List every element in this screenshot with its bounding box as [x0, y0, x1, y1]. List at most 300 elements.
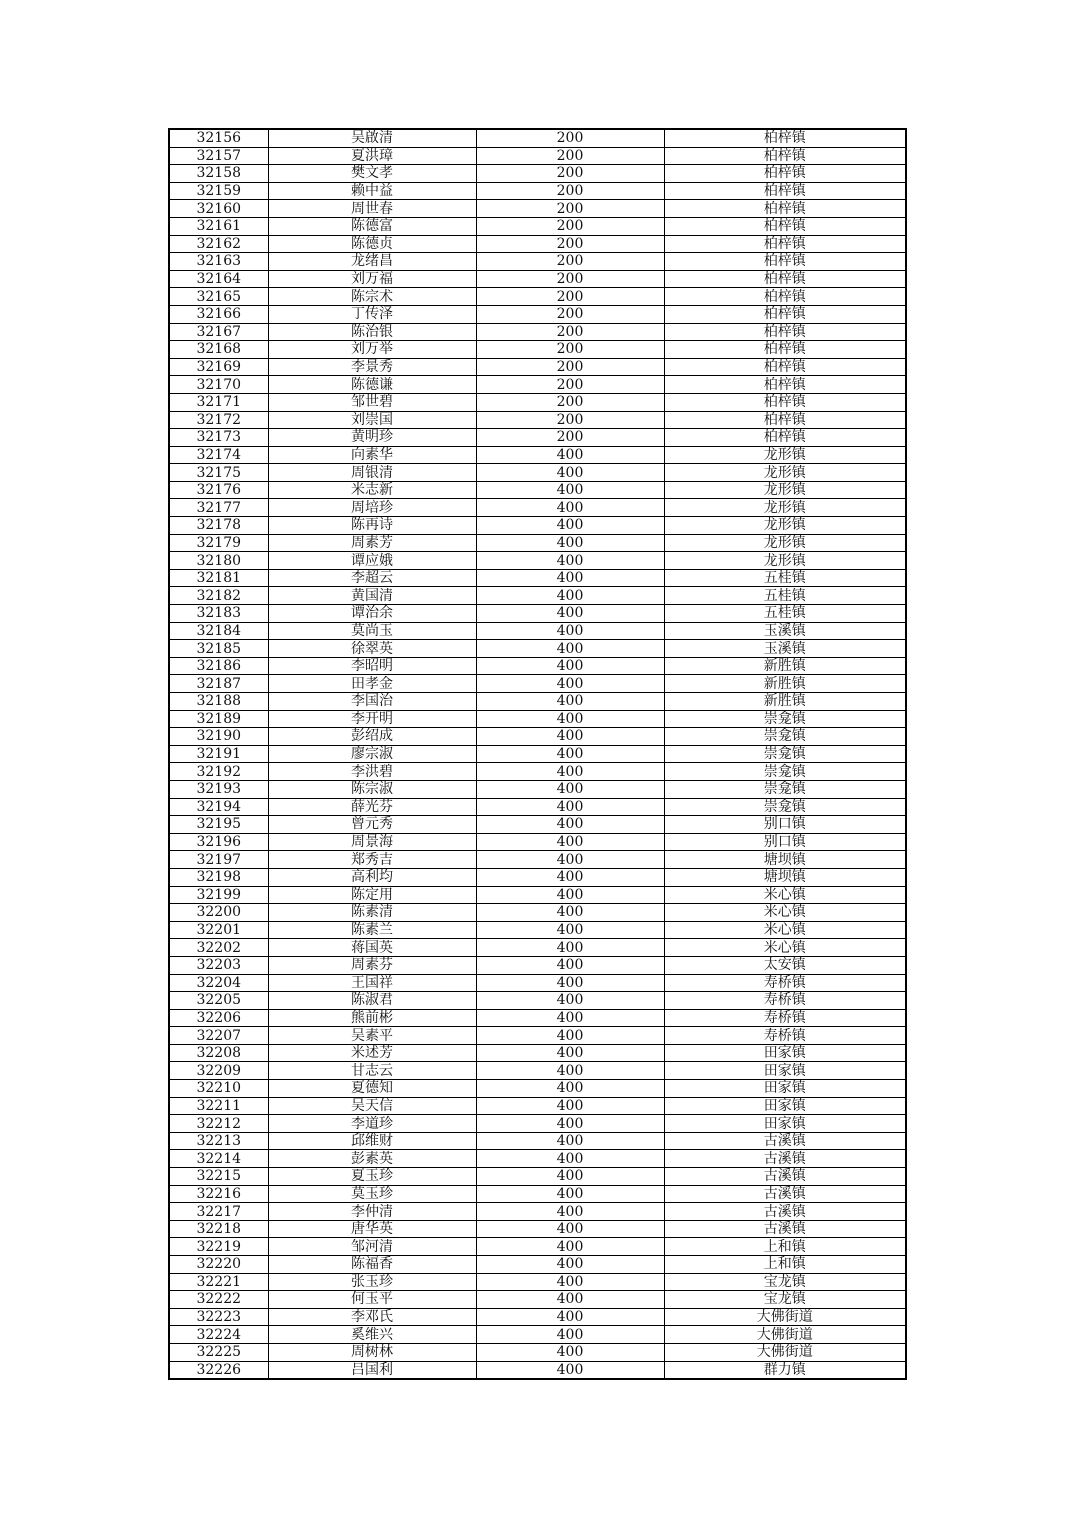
amount-cell: 400 [476, 851, 664, 869]
table-row [169, 1150, 906, 1168]
amount-cell: 200 [476, 147, 664, 165]
town-cell: 五桂镇 [664, 587, 906, 605]
name-cell: 莫玉珍 [268, 1185, 476, 1203]
record-number-cell: 32162 [169, 235, 268, 253]
town-cell: 米心镇 [664, 886, 906, 904]
name-cell: 吕国利 [268, 1361, 476, 1379]
record-number-cell: 32174 [169, 446, 268, 464]
name-cell: 王国祥 [268, 974, 476, 992]
amount-cell: 200 [476, 270, 664, 288]
record-number-cell: 32167 [169, 323, 268, 341]
record-number-cell: 32177 [169, 499, 268, 517]
table-row [169, 640, 906, 658]
name-cell: 夏玉珍 [268, 1168, 476, 1186]
town-cell: 柏梓镇 [664, 182, 906, 200]
record-number-cell: 32185 [169, 640, 268, 658]
record-number-cell: 32178 [169, 517, 268, 535]
record-number-cell: 32208 [169, 1044, 268, 1062]
name-cell: 陈定用 [268, 886, 476, 904]
town-cell: 寿桥镇 [664, 1027, 906, 1045]
amount-cell: 400 [476, 446, 664, 464]
record-number-cell: 32195 [169, 816, 268, 834]
town-cell: 崇龛镇 [664, 763, 906, 781]
record-number-cell: 32163 [169, 253, 268, 271]
name-cell: 周树林 [268, 1343, 476, 1361]
amount-cell: 400 [476, 1273, 664, 1291]
amount-cell: 400 [476, 974, 664, 992]
amount-cell: 400 [476, 1185, 664, 1203]
town-cell: 柏梓镇 [664, 200, 906, 218]
name-cell: 奚维兴 [268, 1326, 476, 1344]
town-cell: 寿桥镇 [664, 1009, 906, 1027]
name-cell: 郑秀吉 [268, 851, 476, 869]
table-row [169, 1009, 906, 1027]
amount-cell: 400 [476, 1308, 664, 1326]
town-cell: 寿桥镇 [664, 974, 906, 992]
name-cell: 李道珍 [268, 1115, 476, 1133]
town-cell: 柏梓镇 [664, 270, 906, 288]
name-cell: 莫尚玉 [268, 622, 476, 640]
name-cell: 向素华 [268, 446, 476, 464]
name-cell: 李昭明 [268, 657, 476, 675]
town-cell: 柏梓镇 [664, 323, 906, 341]
record-number-cell: 32209 [169, 1062, 268, 1080]
amount-cell: 400 [476, 939, 664, 957]
table-row [169, 851, 906, 869]
name-cell: 周素芳 [268, 534, 476, 552]
table-row [169, 517, 906, 535]
amount-cell: 400 [476, 710, 664, 728]
record-number-cell: 32191 [169, 745, 268, 763]
record-number-cell: 32212 [169, 1115, 268, 1133]
table-row [169, 217, 906, 235]
table-row [169, 235, 906, 253]
name-cell: 李仲清 [268, 1203, 476, 1221]
amount-cell: 400 [476, 868, 664, 886]
record-number-cell: 32210 [169, 1080, 268, 1098]
record-number-cell: 32183 [169, 605, 268, 623]
amount-cell: 200 [476, 235, 664, 253]
name-cell: 甘志云 [268, 1062, 476, 1080]
table-row [169, 1326, 906, 1344]
amount-cell: 200 [476, 429, 664, 447]
town-cell: 米心镇 [664, 939, 906, 957]
town-cell: 崇龛镇 [664, 710, 906, 728]
record-number-cell: 32159 [169, 182, 268, 200]
table-row [169, 622, 906, 640]
record-number-cell: 32192 [169, 763, 268, 781]
name-cell: 曾元秀 [268, 816, 476, 834]
name-cell: 彭素英 [268, 1150, 476, 1168]
town-cell: 五桂镇 [664, 569, 906, 587]
town-cell: 玉溪镇 [664, 622, 906, 640]
name-cell: 周银清 [268, 464, 476, 482]
town-cell: 群力镇 [664, 1361, 906, 1379]
amount-cell: 400 [476, 605, 664, 623]
town-cell: 塘坝镇 [664, 868, 906, 886]
record-number-cell: 32158 [169, 165, 268, 183]
record-number-cell: 32186 [169, 657, 268, 675]
town-cell: 柏梓镇 [664, 358, 906, 376]
town-cell: 田家镇 [664, 1044, 906, 1062]
record-number-cell: 32200 [169, 904, 268, 922]
amount-cell: 400 [476, 1220, 664, 1238]
amount-cell: 400 [476, 534, 664, 552]
table-row [169, 657, 906, 675]
town-cell: 崇龛镇 [664, 745, 906, 763]
town-cell: 新胜镇 [664, 675, 906, 693]
town-cell: 龙形镇 [664, 446, 906, 464]
record-number-cell: 32222 [169, 1291, 268, 1309]
amount-cell: 400 [476, 780, 664, 798]
amount-cell: 200 [476, 217, 664, 235]
name-cell: 夏洪璋 [268, 147, 476, 165]
name-cell: 李洪碧 [268, 763, 476, 781]
name-cell: 陈宗淑 [268, 780, 476, 798]
table-row [169, 868, 906, 886]
town-cell: 柏梓镇 [664, 129, 906, 147]
table-row [169, 446, 906, 464]
name-cell: 陈德富 [268, 217, 476, 235]
amount-cell: 400 [476, 1097, 664, 1115]
town-cell: 寿桥镇 [664, 992, 906, 1010]
table-row [169, 745, 906, 763]
record-number-cell: 32188 [169, 693, 268, 711]
table-row [169, 429, 906, 447]
name-cell: 周培珍 [268, 499, 476, 517]
record-number-cell: 32194 [169, 798, 268, 816]
amount-cell: 400 [476, 1115, 664, 1133]
record-number-cell: 32175 [169, 464, 268, 482]
table-row [169, 341, 906, 359]
table-row [169, 534, 906, 552]
town-cell: 柏梓镇 [664, 253, 906, 271]
record-number-cell: 32211 [169, 1097, 268, 1115]
table-row [169, 921, 906, 939]
amount-cell: 400 [476, 1009, 664, 1027]
name-cell: 丁传泽 [268, 305, 476, 323]
town-cell: 柏梓镇 [664, 376, 906, 394]
table-row [169, 1062, 906, 1080]
name-cell: 陈素兰 [268, 921, 476, 939]
amount-cell: 400 [476, 1132, 664, 1150]
table-row [169, 1343, 906, 1361]
table-row [169, 710, 906, 728]
table-row [169, 1168, 906, 1186]
name-cell: 吴素平 [268, 1027, 476, 1045]
table-row [169, 499, 906, 517]
table-row [169, 1044, 906, 1062]
record-number-cell: 32180 [169, 552, 268, 570]
amount-cell: 200 [476, 200, 664, 218]
table-row [169, 693, 906, 711]
town-cell: 崇龛镇 [664, 780, 906, 798]
amount-cell: 400 [476, 1256, 664, 1274]
table-row [169, 675, 906, 693]
town-cell: 田家镇 [664, 1062, 906, 1080]
table-row [169, 1097, 906, 1115]
name-cell: 陈治银 [268, 323, 476, 341]
record-number-cell: 32187 [169, 675, 268, 693]
name-cell: 黄明珍 [268, 429, 476, 447]
name-cell: 李超云 [268, 569, 476, 587]
record-number-cell: 32216 [169, 1185, 268, 1203]
table-row [169, 605, 906, 623]
table-row [169, 569, 906, 587]
record-number-cell: 32223 [169, 1308, 268, 1326]
table-row [169, 1361, 906, 1379]
name-cell: 张玉珍 [268, 1273, 476, 1291]
name-cell: 蒋国英 [268, 939, 476, 957]
town-cell: 上和镇 [664, 1256, 906, 1274]
amount-cell: 200 [476, 165, 664, 183]
name-cell: 夏德知 [268, 1080, 476, 1098]
table-row [169, 956, 906, 974]
amount-cell: 400 [476, 587, 664, 605]
amount-cell: 400 [476, 640, 664, 658]
town-cell: 新胜镇 [664, 657, 906, 675]
town-cell: 柏梓镇 [664, 411, 906, 429]
amount-cell: 200 [476, 182, 664, 200]
name-cell: 陈再诗 [268, 517, 476, 535]
table-row [169, 200, 906, 218]
town-cell: 柏梓镇 [664, 235, 906, 253]
table-row [169, 165, 906, 183]
record-number-cell: 32205 [169, 992, 268, 1010]
records-table [168, 128, 907, 1380]
town-cell: 龙形镇 [664, 499, 906, 517]
town-cell: 柏梓镇 [664, 393, 906, 411]
name-cell: 刘崇国 [268, 411, 476, 429]
amount-cell: 200 [476, 341, 664, 359]
record-number-cell: 32198 [169, 868, 268, 886]
record-number-cell: 32176 [169, 481, 268, 499]
town-cell: 龙形镇 [664, 517, 906, 535]
table-row [169, 974, 906, 992]
record-number-cell: 32193 [169, 780, 268, 798]
record-number-cell: 32203 [169, 956, 268, 974]
record-number-cell: 32196 [169, 833, 268, 851]
amount-cell: 400 [476, 763, 664, 781]
name-cell: 吴天信 [268, 1097, 476, 1115]
record-number-cell: 32217 [169, 1203, 268, 1221]
town-cell: 玉溪镇 [664, 640, 906, 658]
table-row [169, 1256, 906, 1274]
table-row [169, 323, 906, 341]
town-cell: 古溪镇 [664, 1203, 906, 1221]
table-row [169, 481, 906, 499]
amount-cell: 400 [476, 992, 664, 1010]
town-cell: 龙形镇 [664, 534, 906, 552]
town-cell: 龙形镇 [664, 552, 906, 570]
table-row [169, 129, 906, 147]
amount-cell: 200 [476, 253, 664, 271]
table-row [169, 992, 906, 1010]
table-row [169, 552, 906, 570]
amount-cell: 400 [476, 499, 664, 517]
town-cell: 柏梓镇 [664, 429, 906, 447]
name-cell: 刘万福 [268, 270, 476, 288]
name-cell: 何玉平 [268, 1291, 476, 1309]
town-cell: 古溪镇 [664, 1220, 906, 1238]
record-number-cell: 32184 [169, 622, 268, 640]
town-cell: 大佛街道 [664, 1308, 906, 1326]
name-cell: 陈福香 [268, 1256, 476, 1274]
table-row [169, 393, 906, 411]
amount-cell: 400 [476, 675, 664, 693]
records-table-body [169, 129, 906, 1379]
record-number-cell: 32189 [169, 710, 268, 728]
amount-cell: 400 [476, 1203, 664, 1221]
table-row [169, 1220, 906, 1238]
name-cell: 周景海 [268, 833, 476, 851]
name-cell: 周素芬 [268, 956, 476, 974]
table-row [169, 587, 906, 605]
record-number-cell: 32197 [169, 851, 268, 869]
table-row [169, 798, 906, 816]
table-row [169, 816, 906, 834]
town-cell: 古溪镇 [664, 1185, 906, 1203]
amount-cell: 200 [476, 129, 664, 147]
town-cell: 田家镇 [664, 1080, 906, 1098]
town-cell: 田家镇 [664, 1115, 906, 1133]
table-row [169, 464, 906, 482]
table-row [169, 270, 906, 288]
table-row [169, 1273, 906, 1291]
record-number-cell: 32218 [169, 1220, 268, 1238]
name-cell: 薛光芬 [268, 798, 476, 816]
table-row [169, 253, 906, 271]
table-row [169, 763, 906, 781]
record-number-cell: 32224 [169, 1326, 268, 1344]
town-cell: 龙形镇 [664, 464, 906, 482]
amount-cell: 400 [476, 1168, 664, 1186]
record-number-cell: 32161 [169, 217, 268, 235]
amount-cell: 400 [476, 745, 664, 763]
town-cell: 龙形镇 [664, 481, 906, 499]
name-cell: 米志新 [268, 481, 476, 499]
table-row [169, 1185, 906, 1203]
record-number-cell: 32171 [169, 393, 268, 411]
table-row [169, 833, 906, 851]
amount-cell: 400 [476, 657, 664, 675]
name-cell: 李开明 [268, 710, 476, 728]
amount-cell: 400 [476, 728, 664, 746]
amount-cell: 400 [476, 464, 664, 482]
amount-cell: 400 [476, 1291, 664, 1309]
amount-cell: 400 [476, 1080, 664, 1098]
amount-cell: 400 [476, 1361, 664, 1379]
amount-cell: 200 [476, 358, 664, 376]
record-number-cell: 32214 [169, 1150, 268, 1168]
name-cell: 米述芳 [268, 1044, 476, 1062]
amount-cell: 400 [476, 886, 664, 904]
table-row [169, 147, 906, 165]
record-number-cell: 32182 [169, 587, 268, 605]
table-row [169, 376, 906, 394]
name-cell: 赖中益 [268, 182, 476, 200]
table-row [169, 1080, 906, 1098]
table-row [169, 939, 906, 957]
record-number-cell: 32179 [169, 534, 268, 552]
record-number-cell: 32226 [169, 1361, 268, 1379]
amount-cell: 400 [476, 1027, 664, 1045]
amount-cell: 400 [476, 1238, 664, 1256]
name-cell: 邱维财 [268, 1132, 476, 1150]
record-number-cell: 32190 [169, 728, 268, 746]
amount-cell: 400 [476, 1044, 664, 1062]
name-cell: 陈宗术 [268, 288, 476, 306]
table-row [169, 1203, 906, 1221]
record-number-cell: 32168 [169, 341, 268, 359]
record-number-cell: 32207 [169, 1027, 268, 1045]
record-number-cell: 32181 [169, 569, 268, 587]
record-number-cell: 32215 [169, 1168, 268, 1186]
town-cell: 田家镇 [664, 1097, 906, 1115]
amount-cell: 200 [476, 305, 664, 323]
town-cell: 柏梓镇 [664, 147, 906, 165]
town-cell: 崇龛镇 [664, 728, 906, 746]
table-row [169, 1308, 906, 1326]
record-number-cell: 32204 [169, 974, 268, 992]
record-number-cell: 32169 [169, 358, 268, 376]
town-cell: 大佛街道 [664, 1326, 906, 1344]
record-number-cell: 32225 [169, 1343, 268, 1361]
amount-cell: 400 [476, 552, 664, 570]
record-number-cell: 32157 [169, 147, 268, 165]
town-cell: 古溪镇 [664, 1132, 906, 1150]
record-number-cell: 32199 [169, 886, 268, 904]
town-cell: 五桂镇 [664, 605, 906, 623]
name-cell: 吴啟清 [268, 129, 476, 147]
name-cell: 邹世碧 [268, 393, 476, 411]
record-number-cell: 32173 [169, 429, 268, 447]
record-number-cell: 32160 [169, 200, 268, 218]
name-cell: 陈德谦 [268, 376, 476, 394]
name-cell: 谭应娥 [268, 552, 476, 570]
town-cell: 太安镇 [664, 956, 906, 974]
amount-cell: 400 [476, 798, 664, 816]
amount-cell: 400 [476, 517, 664, 535]
amount-cell: 400 [476, 833, 664, 851]
town-cell: 宝龙镇 [664, 1273, 906, 1291]
table-row [169, 411, 906, 429]
name-cell: 陈德贞 [268, 235, 476, 253]
amount-cell: 400 [476, 921, 664, 939]
amount-cell: 400 [476, 1326, 664, 1344]
name-cell: 唐华英 [268, 1220, 476, 1238]
name-cell: 高利均 [268, 868, 476, 886]
amount-cell: 200 [476, 288, 664, 306]
amount-cell: 200 [476, 323, 664, 341]
amount-cell: 400 [476, 1150, 664, 1168]
town-cell: 柏梓镇 [664, 288, 906, 306]
record-number-cell: 32213 [169, 1132, 268, 1150]
town-cell: 柏梓镇 [664, 341, 906, 359]
table-row [169, 1132, 906, 1150]
amount-cell: 200 [476, 411, 664, 429]
amount-cell: 200 [476, 393, 664, 411]
amount-cell: 400 [476, 569, 664, 587]
town-cell: 宝龙镇 [664, 1291, 906, 1309]
name-cell: 李邓氏 [268, 1308, 476, 1326]
table-row [169, 288, 906, 306]
amount-cell: 400 [476, 1062, 664, 1080]
record-number-cell: 32165 [169, 288, 268, 306]
record-number-cell: 32202 [169, 939, 268, 957]
table-row [169, 1238, 906, 1256]
record-number-cell: 32221 [169, 1273, 268, 1291]
